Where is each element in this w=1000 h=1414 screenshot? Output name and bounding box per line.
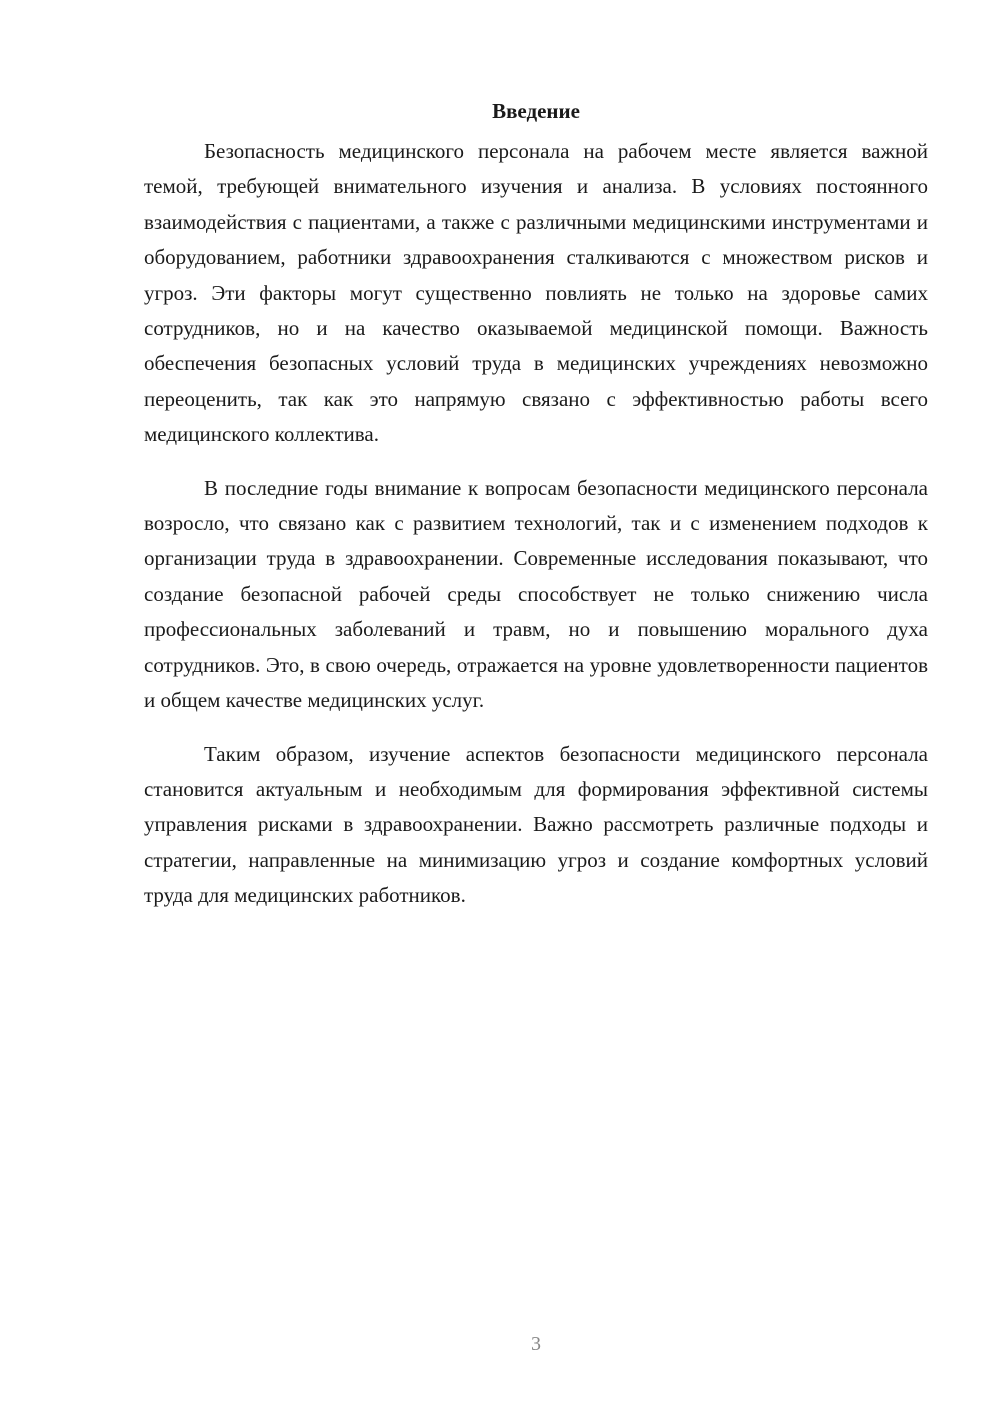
paragraph-2: В последние годы внимание к вопросам безопасности медицинского персонала возросло, что связано как с развитием технологий, так и с изменением подходов к организации труда в здравоохранении. Современные исследования показывают, что создание безопасной рабочей среды способствует не только снижению числа профессиональных заболеваний и травм, но и повышению морального духа сотрудников. Это, в свою очередь, отражается на уровне удовлетворенности пациентов и общем качестве медицинских услуг. [144, 475, 928, 713]
page-number: 3 [531, 1333, 541, 1355]
page-content [144, 96, 928, 932]
paragraph-3: Таким образом, изучение аспектов безопасности медицинского персонала становится актуальным и необходимым для формирования эффективной системы управления рисками в здравоохранении. Важно рассмотреть различные подходы и стратегии, направленные на минимизацию угроз и создание комфортных условий труда для медицинских работников. [144, 741, 928, 908]
section-title: Введение [492, 99, 580, 123]
paragraph-1: Безопасность медицинского персонала на рабочем месте является важной темой, требующей внимательного изучения и анализа. В условиях постоянного взаимодействия с пациентами, а также с различными медицинскими инструментами и оборудованием, работники здравоохранения сталкиваются с множеством рисков и угроз. Эти факторы могут существенно повлиять не только на здоровье самих сотрудников, но и на качество оказываемой медицинской помощи. Важность обеспечения безопасных условий труда в медицинских учреждениях невозможно переоценить, так как это напрямую связано с эффективностью работы всего медицинского коллектива. [144, 139, 928, 447]
